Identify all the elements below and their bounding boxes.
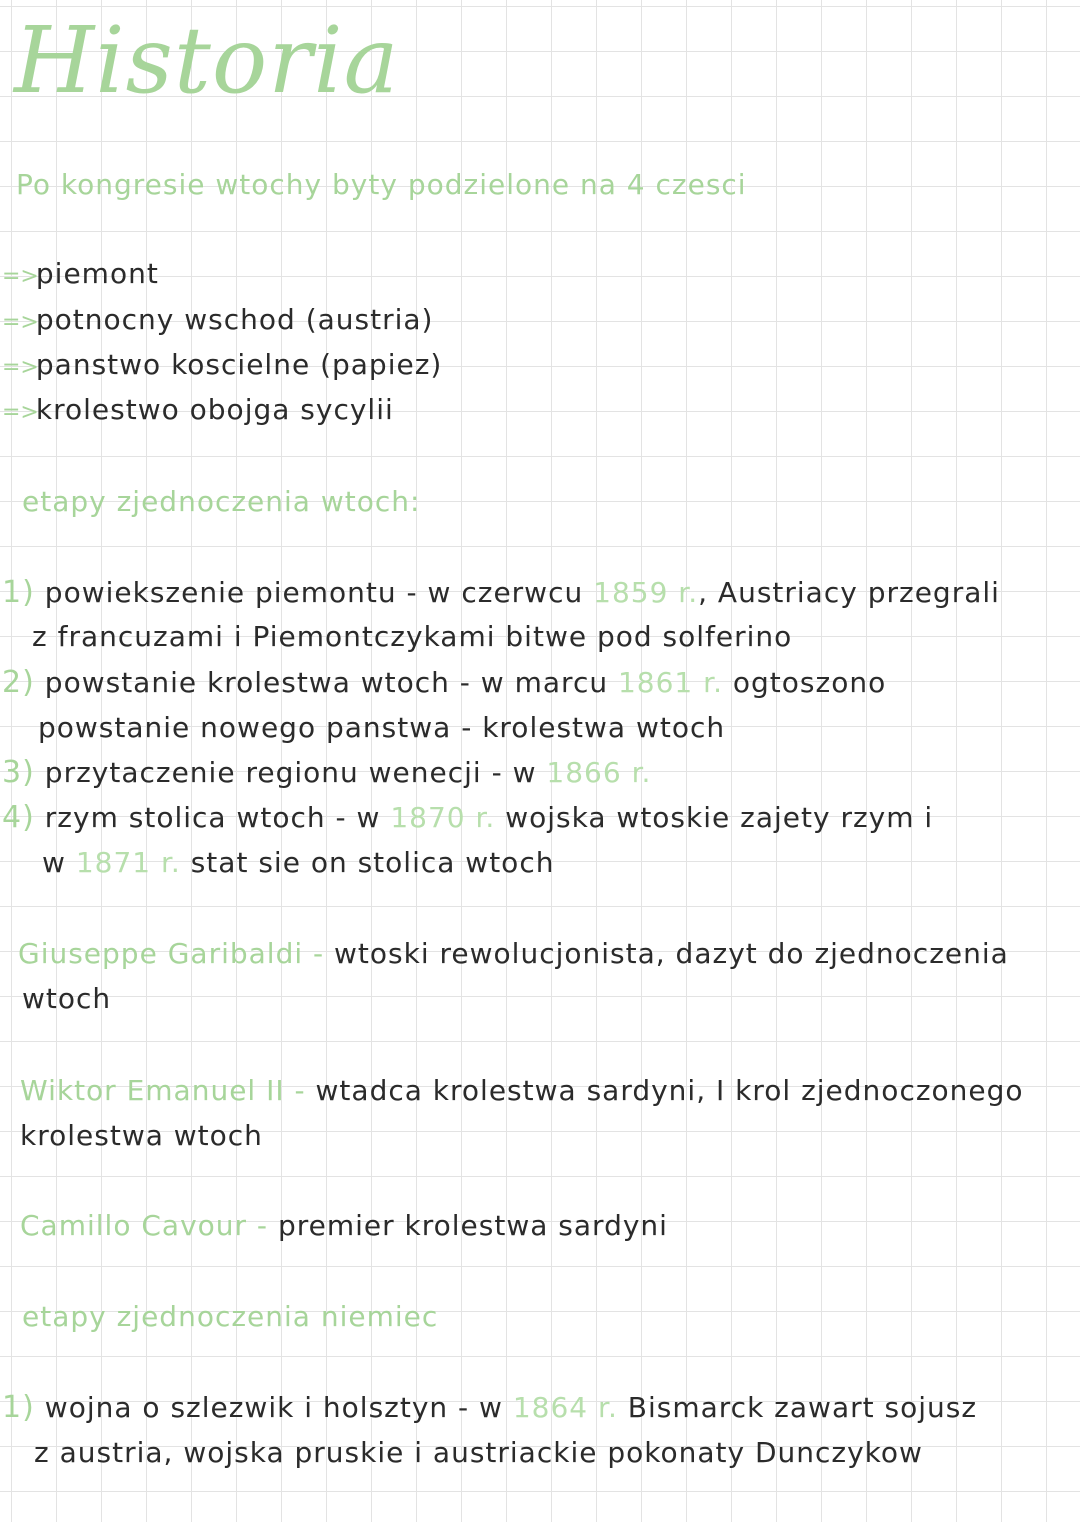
step-text: wojna o szlezwik i holsztyn - w <box>44 1391 503 1424</box>
step-year: 1861 r. <box>617 666 723 699</box>
step-text: w <box>42 846 66 879</box>
person-desc: wtadca krolestwa sardyni, I krol zjednoczonego <box>315 1074 1024 1107</box>
arrow-icon: => <box>2 400 39 425</box>
division-item <box>2 390 394 433</box>
germany-step-1 <box>2 1388 977 1428</box>
step-year: 1871 r. <box>75 846 181 879</box>
step-text: ogtoszono <box>732 666 887 699</box>
step-text: powiekszenie piemontu - w czerwcu <box>44 576 584 609</box>
italy-step-1 <box>2 573 1000 613</box>
arrow-icon: => <box>2 264 39 289</box>
italy-heading: etapy zjednoczenia wtoch: <box>22 485 421 518</box>
step-number: 1) <box>2 575 35 610</box>
germany-heading: etapy zjednoczenia niemiec <box>22 1300 439 1333</box>
intro-text: Po kongresie wtochy byty podzielone na 4 czesci <box>16 168 747 201</box>
italy-step-2 <box>2 663 886 703</box>
division-label: krolestwo obojga sycylii <box>35 393 394 426</box>
page-title: Historia <box>14 7 400 114</box>
division-item <box>2 300 433 343</box>
step-number: 1) <box>2 1390 35 1425</box>
person-garibaldi-cont: wtoch <box>22 982 112 1015</box>
step-year: 1866 r. <box>546 756 652 789</box>
step-text: rzym stolica wtoch - w <box>44 801 381 834</box>
italy-step-4-cont <box>42 843 554 883</box>
person-name: Giuseppe Garibaldi <box>18 937 304 970</box>
italy-step-3 <box>2 753 651 793</box>
step-year: 1864 r. <box>512 1391 618 1424</box>
arrow-icon: => <box>2 355 39 380</box>
step-text: stat sie on stolica wtoch <box>190 846 555 879</box>
step-year: 1870 r. <box>390 801 496 834</box>
division-label: panstwo koscielne (papiez) <box>35 348 443 381</box>
arrow-icon: => <box>2 310 39 335</box>
person-dash: - <box>247 1209 278 1242</box>
person-dash: - <box>303 937 335 970</box>
person-name: Wiktor Emanuel II <box>20 1074 285 1107</box>
division-label: piemont <box>35 257 159 290</box>
step-text: , Austriacy przegrali <box>698 576 1000 609</box>
step-number: 2) <box>2 665 35 700</box>
step-number: 4) <box>2 800 35 835</box>
italy-step-2-cont: powstanie nowego panstwa - krolestwa wtoch <box>38 711 726 744</box>
person-cavour <box>20 1206 668 1246</box>
division-label: potnocny wschod (austria) <box>35 303 434 336</box>
step-text: powstanie krolestwa wtoch - w marcu <box>44 666 609 699</box>
person-dash: - <box>284 1074 316 1107</box>
person-garibaldi <box>18 934 1009 974</box>
germany-step-1-cont: z austria, wojska pruskie i austriackie pokonaty Dunczykow <box>34 1436 923 1469</box>
person-emanuel-cont: krolestwa wtoch <box>20 1119 263 1152</box>
division-item <box>2 345 442 388</box>
italy-step-1-cont: z francuzami i Piemontczykami bitwe pod solferino <box>32 620 793 653</box>
italy-step-4 <box>2 798 933 838</box>
step-text: przytaczenie regionu wenecji - w <box>44 756 537 789</box>
division-item <box>2 254 159 297</box>
step-number: 3) <box>2 755 35 790</box>
step-year: 1859 r. <box>593 576 699 609</box>
person-desc: premier krolestwa sardyni <box>277 1209 668 1242</box>
step-text: wojska wtoskie zajety rzym i <box>505 801 934 834</box>
person-emanuel <box>20 1071 1024 1111</box>
person-name: Camillo Cavour <box>20 1209 248 1242</box>
step-text: Bismarck zawart sojusz <box>627 1391 978 1424</box>
person-desc: wtoski rewolucjonista, dazyt do zjednoczenia <box>334 937 1009 970</box>
